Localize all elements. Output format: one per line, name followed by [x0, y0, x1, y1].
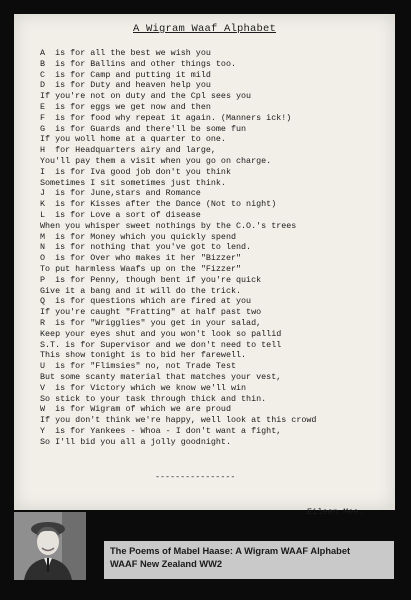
- poem-line: Q is for questions which are fired at you: [40, 296, 252, 307]
- poem-line: J is for June,stars and Romance: [40, 188, 201, 199]
- poem-line: When you whisper sweet nothings by the C.O.'s trees: [40, 220, 297, 231]
- poem-line: F is for food why repeat it again. (Manners ick!): [40, 112, 292, 123]
- poem-line: W is for Wigram of which we are proud: [40, 404, 231, 415]
- poem-line: K is for Kisses after the Dance (Not to night): [40, 199, 277, 210]
- poem-line: O is for Over who makes it her "Bizzer": [40, 253, 242, 264]
- poem-line: H for Headquarters airy and large,: [40, 145, 216, 156]
- poem-line: You'll pay them a visit when you go on charge.: [40, 155, 272, 166]
- poem-line: D is for Duty and heaven help you: [40, 80, 211, 91]
- document-title: A Wigram Waaf Alphabet: [132, 23, 277, 35]
- poem-line: To put harmless Waafs up on the "Fizzer": [40, 263, 242, 274]
- poem-line: M is for Money which you quickly spend: [40, 231, 237, 242]
- poem-line: V is for Victory which we know we'll win: [40, 382, 247, 393]
- poem-line: I is for Iva good job don't you think: [40, 166, 231, 177]
- poem-line: If you woll home at a quarter to one.: [40, 134, 226, 145]
- poem-lines: [40, 48, 385, 447]
- caption-subtitle: WAAF New Zealand WW2: [110, 559, 223, 569]
- caption-box: [104, 541, 394, 579]
- poem-line: So stick to your task through thick and thin.: [40, 393, 267, 404]
- poem-line: U is for "Flimsies" no, not Trade Test: [40, 361, 237, 372]
- poem-line: N is for nothing that you've got to lend.: [40, 242, 252, 253]
- poem-line: If you're not on duty and the Cpl sees you: [40, 91, 252, 102]
- typed-page: [14, 14, 395, 510]
- poem-line: C is for Camp and putting it mild: [40, 69, 211, 80]
- poem-line: R is for "Wrigglies" you get in your salad,: [40, 317, 262, 328]
- poem-line: Keep your eyes shut and you won't look so pallid: [40, 328, 282, 339]
- poem-line: G is for Guards and there'll be some fun: [40, 123, 247, 134]
- poem-line: If you're caught "Fratting" at half past two: [40, 307, 262, 318]
- portrait-photo-svg: [14, 512, 86, 580]
- poem-line: This show tonight is to bid her farewell.: [40, 350, 247, 361]
- poem-line: L is for Love a sort of disease: [40, 209, 201, 220]
- portrait-photo-icon: [14, 512, 86, 580]
- poem-line: S.T. is for Supervisor and we don't need to tell: [40, 339, 282, 350]
- poem-line: Sometimes I sit sometimes just think.: [40, 177, 226, 188]
- signature: Eileen Mee.: [307, 507, 364, 517]
- poem-line: B is for Ballins and other things too.: [40, 58, 237, 69]
- poem-line: Give it a bang and it will do the trick.: [40, 285, 242, 296]
- poem-line: Y is for Yankees - Whoa - I don't want a fight,: [40, 425, 282, 436]
- caption-title: The Poems of Mabel Haase: A Wigram WAAF Alphabet: [110, 546, 351, 556]
- poem-line: A is for all the best we wish you: [40, 48, 211, 58]
- poem-line: P is for Penny, though bent if you're quick: [40, 274, 262, 285]
- divider-line: ----------------: [155, 472, 236, 482]
- poem-line: E is for eggs we get now and then: [40, 101, 211, 112]
- poem-line: But some scanty material that matches your vest,: [40, 371, 282, 382]
- poem-line: So I'll bid you all a jolly goodnight.: [40, 436, 231, 447]
- poem-line: If you don't think we're happy, well look at this crowd: [40, 415, 317, 426]
